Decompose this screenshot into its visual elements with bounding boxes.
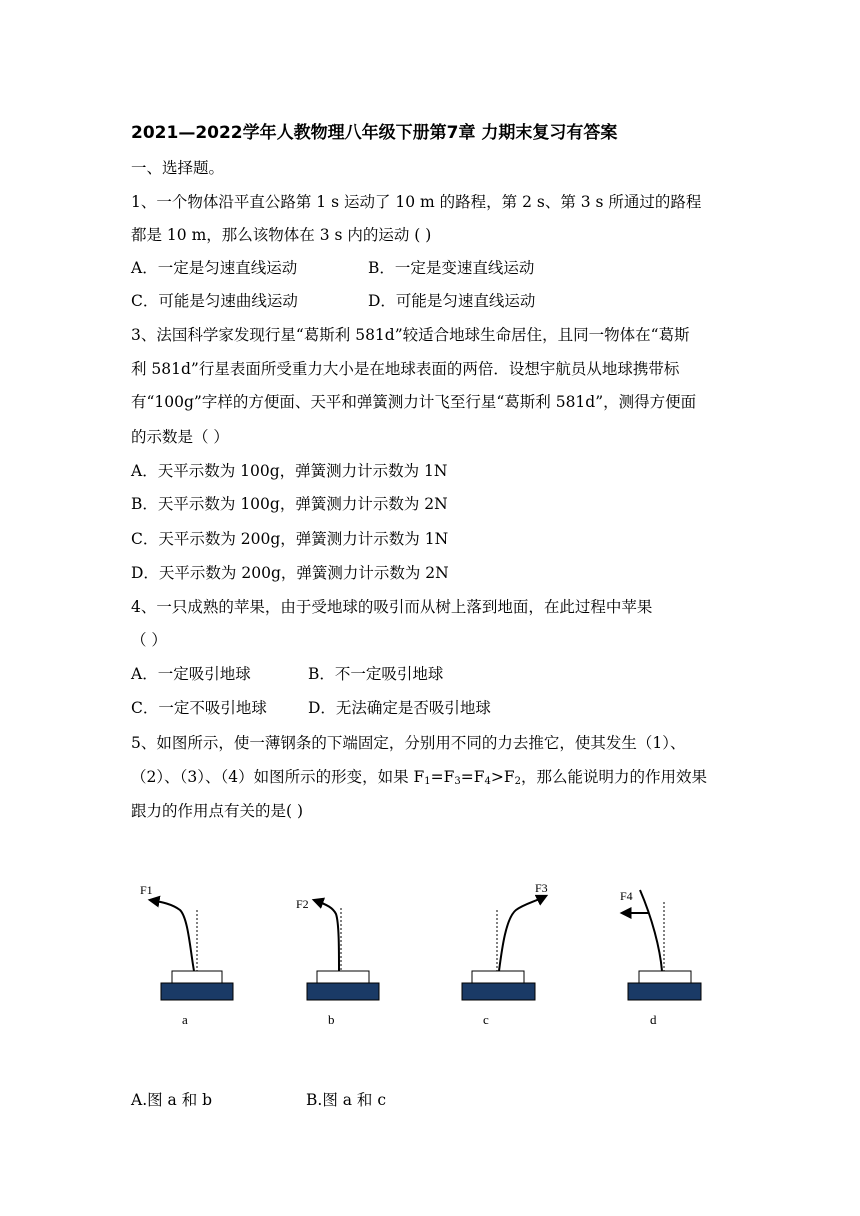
q5-stem-line3: 跟力的作用点有关的是( ) xyxy=(131,802,304,820)
q1-stem-line2: 都是 10 m，那么该物体在 3 s 内的运动 ( ) xyxy=(131,226,432,244)
q4-stem-line1: 4、一只成熟的苹果，由于受地球的吸引而从树上落到地面，在此过程中苹果 xyxy=(131,598,653,616)
q4-option-a: A．一定吸引地球 xyxy=(131,665,251,683)
force-label: F4 xyxy=(620,889,633,903)
base-block xyxy=(628,983,701,1000)
q5-stem-line1: 5、如图所示，使一薄钢条的下端固定，分别用不同的力去推它，使其发生（1）、 xyxy=(131,734,686,752)
q3-option-d: D．天平示数为 200g，弹簧测力计示数为 2N xyxy=(131,564,449,582)
q1-option-a: A．一定是匀速直线运动 xyxy=(131,259,298,277)
force-label: F3 xyxy=(535,881,548,895)
q3-option-b: B．天平示数为 100g，弹簧测力计示数为 2N xyxy=(131,495,448,513)
q3-option-c: C．天平示数为 200g，弹簧测力计示数为 1N xyxy=(131,530,449,548)
clamp-block xyxy=(317,971,369,983)
q4-stem-line2: （ ） xyxy=(131,631,167,649)
q3-stem-line1: 3、法国科学家发现行星“葛斯利 581d”较适合地球生命居住，且同一物体在“葛斯 xyxy=(131,326,690,344)
q3-stem-line2: 利 581d”行星表面所受重力大小是在地球表面的两倍．设想宇航员从地球携带标 xyxy=(131,360,680,378)
q4-option-d: D．无法确定是否吸引地球 xyxy=(308,699,491,717)
q4-option-b: B．不一定吸引地球 xyxy=(308,665,444,683)
panel-caption: b xyxy=(328,1012,335,1027)
clamp-block xyxy=(172,971,222,983)
panel-caption: c xyxy=(483,1012,489,1027)
q1-option-d: D．可能是匀速直线运动 xyxy=(368,292,536,310)
clamp-block xyxy=(639,971,691,983)
q1-option-c: C．可能是匀速曲线运动 xyxy=(131,292,298,310)
panel-caption: d xyxy=(650,1012,657,1027)
bent-strip xyxy=(640,890,662,971)
bent-strip xyxy=(314,900,339,971)
base-block xyxy=(161,983,233,1000)
force-label: F1 xyxy=(140,883,153,897)
figure-panel-b xyxy=(296,897,379,1027)
base-block xyxy=(462,983,535,1000)
page-title: 2021—2022学年人教物理八年级下册第7章 力期末复习有答案 xyxy=(131,123,618,143)
clamp-block xyxy=(472,971,524,983)
section-heading: 一、选择题。 xyxy=(131,159,225,177)
q1-stem-line1: 1、一个物体沿平直公路第 1 s 运动了 10 m 的路程，第 2 s、第 3 s 所通过的路程 xyxy=(131,193,702,211)
force-label: F2 xyxy=(296,897,309,911)
figure-panel-c xyxy=(462,881,548,1027)
figure-panel-a xyxy=(140,883,233,1027)
panel-caption: a xyxy=(182,1012,188,1027)
q5-option-b: B.图 a 和 c xyxy=(306,1091,387,1109)
q3-stem-line3: 有“100g”字样的方便面、天平和弹簧测力计飞至行星“葛斯利 581d”，测得方便面 xyxy=(131,393,697,411)
q5-option-a: A.图 a 和 b xyxy=(131,1091,213,1109)
base-block xyxy=(307,983,379,1000)
q5-stem-line2: （2）、（3）、（4）如图所示的形变，如果 $F_1=F_3=F_4>F_2$，那么能说明力的作用效果 xyxy=(131,768,708,787)
q3-stem-line4: 的示数是（ ） xyxy=(131,428,229,446)
q3-option-a: A．天平示数为 100g，弹簧测力计示数为 1N xyxy=(131,462,448,480)
steel-strip-figure xyxy=(130,868,720,1038)
figure-panel-d xyxy=(620,889,701,1027)
q1-option-b: B．一定是变速直线运动 xyxy=(368,259,535,277)
q4-option-c: C．一定不吸引地球 xyxy=(131,699,267,717)
bent-strip xyxy=(150,900,194,971)
bent-strip xyxy=(499,896,546,971)
